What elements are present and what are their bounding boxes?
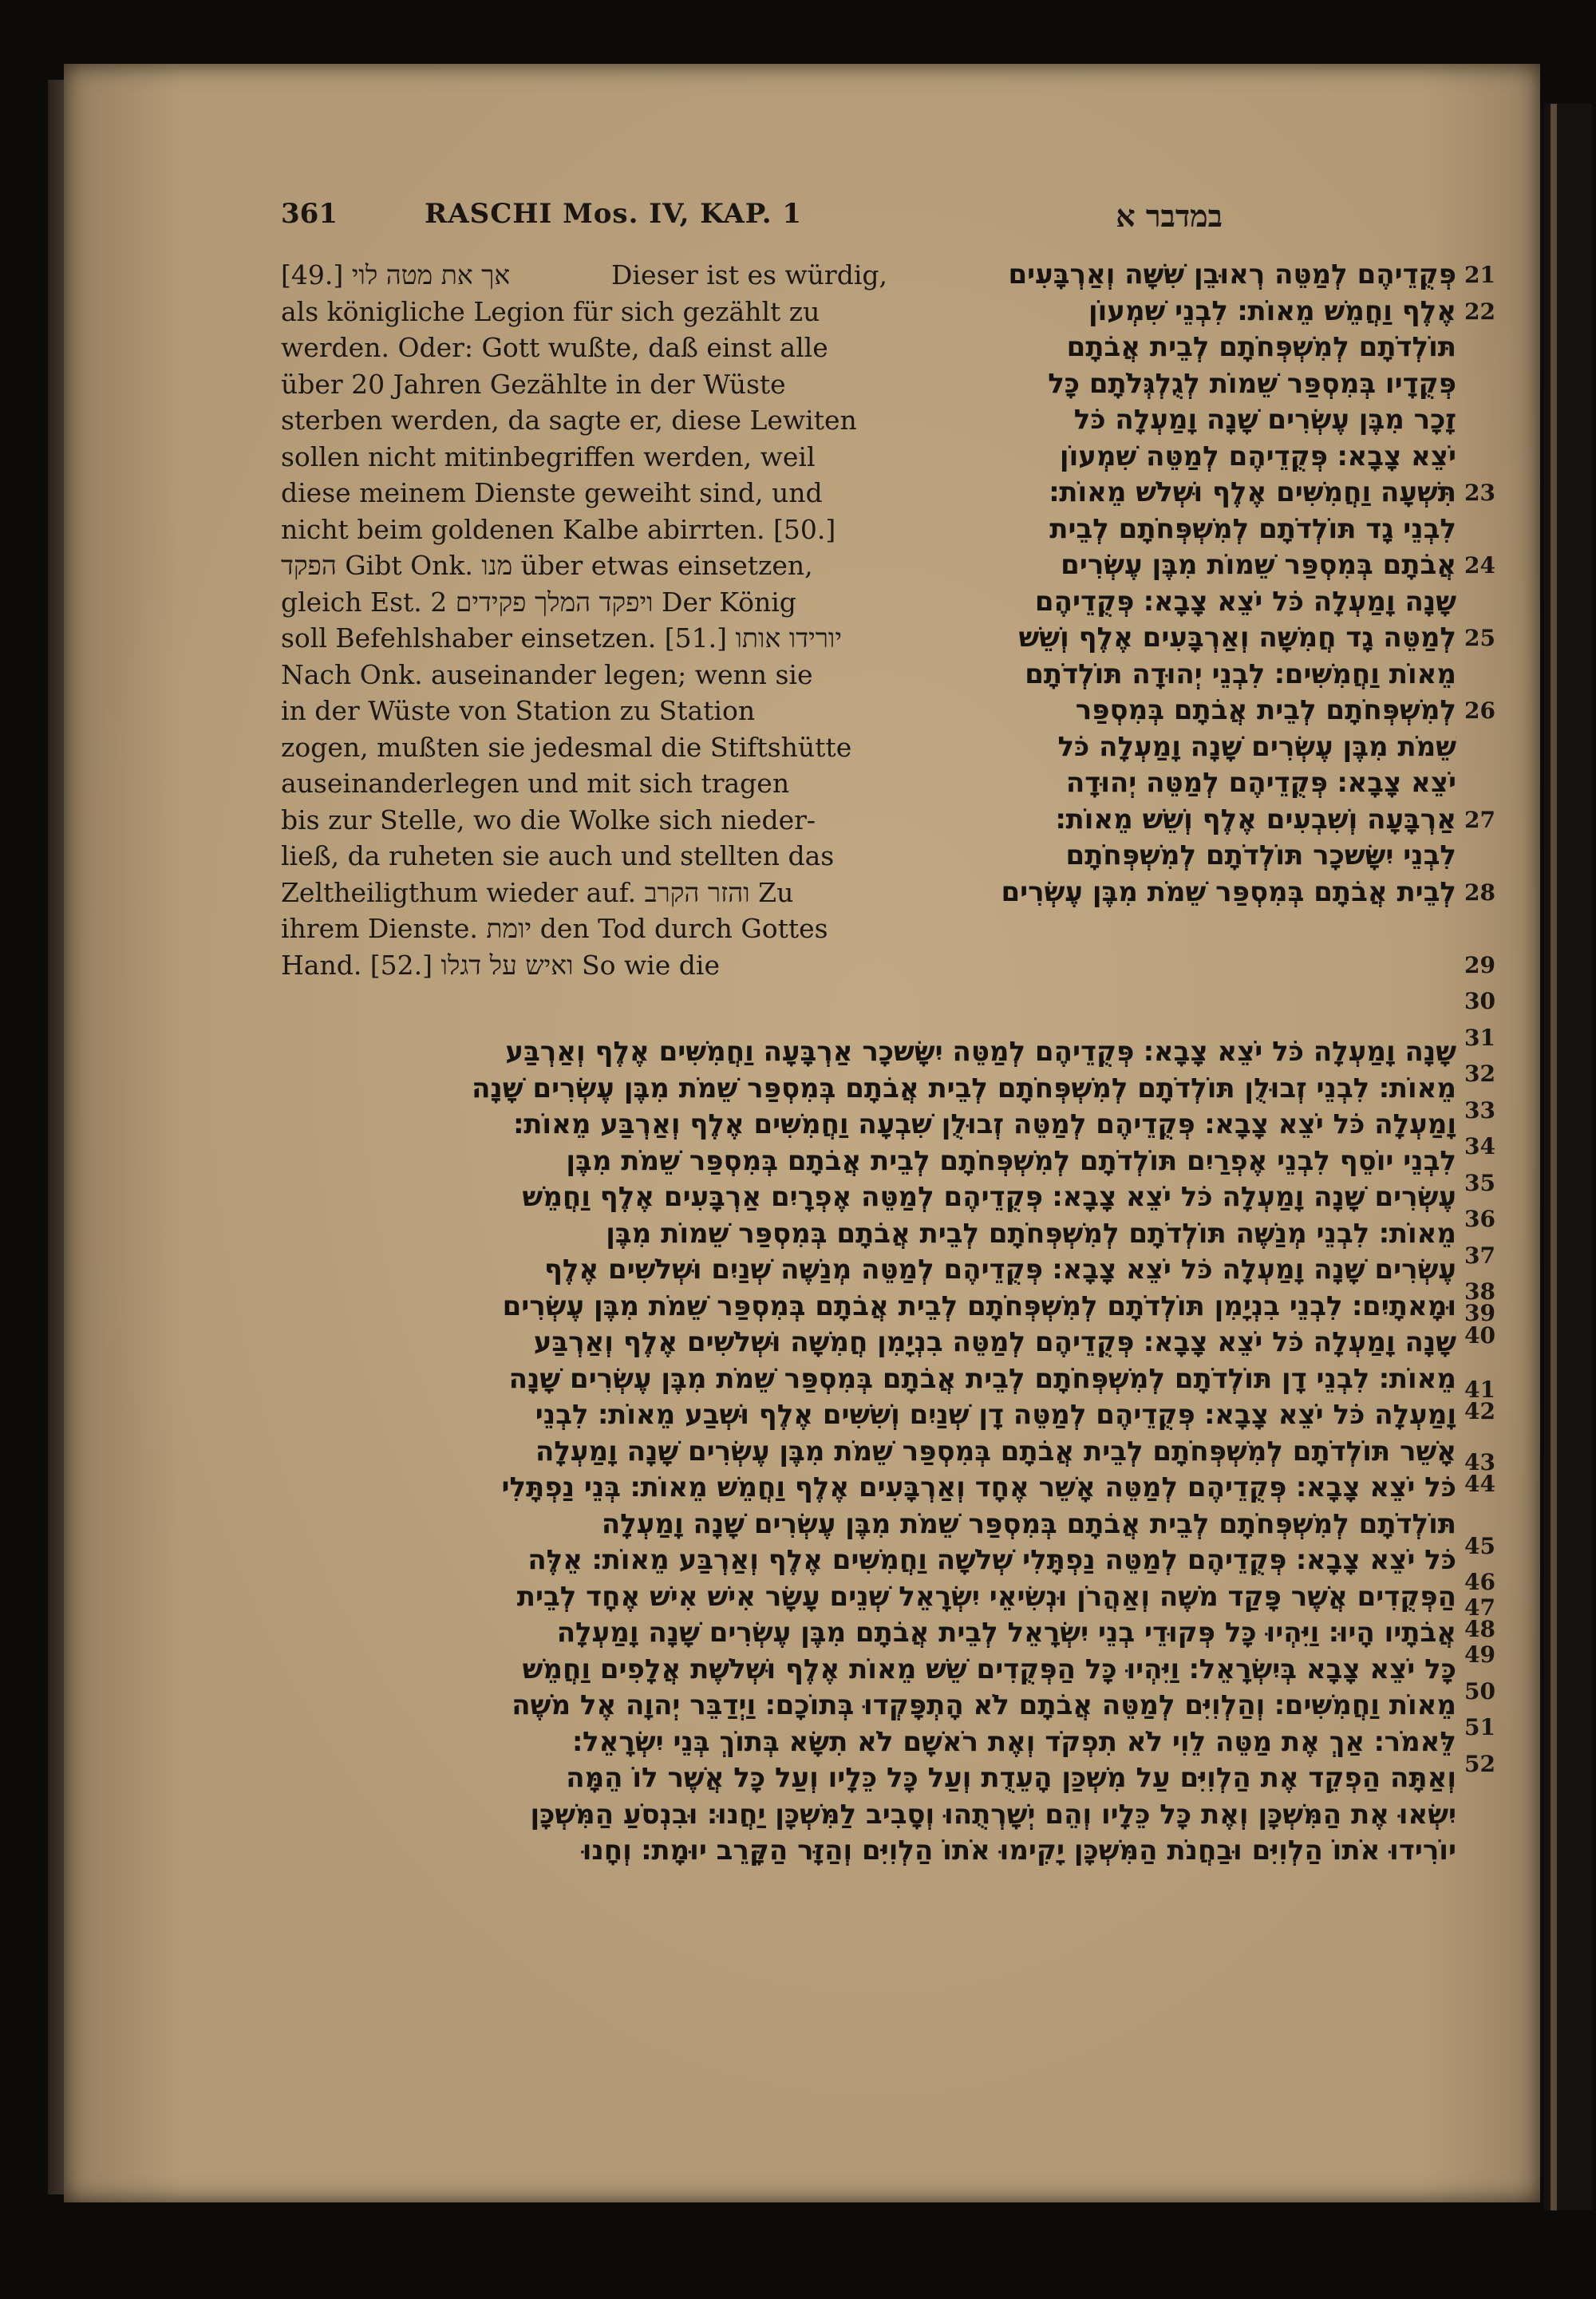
hebrew-text: מֵאוֹת וַחֲמִשִּׁים׃ לִבְנֵי יְהוּדָה תּוֹלְדֹתָם [1025, 658, 1456, 690]
hebrew-text: לִבְנֵי גָד תּוֹלְדֹתָם לְמִשְׁפְּחֹתָם לְבֵית [1049, 512, 1456, 545]
commentary-line [281, 294, 887, 330]
verse-line [898, 366, 1456, 403]
commentary-line [281, 657, 887, 693]
verse-line [281, 1144, 1456, 1180]
verse-line [281, 1833, 1456, 1870]
verse-line [281, 1179, 1456, 1216]
verse-line [281, 1325, 1456, 1361]
verse-number: 35 [1464, 1169, 1495, 1196]
verse-number: 39 [1464, 1300, 1495, 1327]
verse-number: 33 [1464, 1096, 1495, 1124]
verse-number: 50 [1464, 1677, 1495, 1704]
commentary-text: sterben werden, da sagte er, diese Lewiten [281, 405, 857, 436]
rashi-commentary [281, 257, 887, 983]
verse-line [281, 1579, 1456, 1616]
verse-line [281, 1252, 1456, 1289]
hebrew-title: במדבר א [1116, 198, 1223, 234]
verse-line [898, 584, 1456, 621]
commentary-text: bis zur Stelle, wo die Wolke sich nieder- [281, 804, 816, 835]
hebrew-text: וָמַעְלָה כֹּל יֹצֵא צָבָא׃ פְּקֻדֵיהֶם לְמַטֵּה זְבוּלֻן שִׁבְעָה וַחֲמִשִּׁים אֶלֶף וְאַרְבַּע מֵאוֹת׃ [513, 1108, 1456, 1140]
verse-number: 41 [1464, 1376, 1495, 1403]
verse-line [281, 1724, 1456, 1761]
commentary-text: werden. Oder: Gott wußte, daß einst alle [281, 332, 828, 363]
verse-line [281, 1615, 1456, 1652]
hebrew-text: עֶשְׂרִים שָׁנָה וָמַעְלָה כֹּל יֹצֵא צָבָא׃ פְּקֻדֵיהֶם לְמַטֵּה מְנַשֶּׁה שְׁנַיִם וּשְׁלֹשִׁים אֶלֶף [543, 1254, 1456, 1286]
hebrew-text: שָׁנָה וָמַעְלָה כֹּל יֹצֵא צָבָא׃ פְּקֻדֵיהֶם [1034, 585, 1456, 618]
verse-number: 48 [1464, 1616, 1495, 1643]
hebrew-text: תּוֹלְדֹתָם לְמִשְׁפְּחֹתָם לְבֵית אֲבֹתָם בְּמִסְפַּר שֵׁמֹת מִבֶּן עֶשְׂרִים שָׁנָה וָמַעְלָה [601, 1507, 1456, 1540]
verse-number: 42 [1464, 1398, 1495, 1425]
commentary-line [281, 402, 887, 439]
commentary-line [281, 693, 887, 729]
page-header [281, 198, 1223, 238]
verse-number: 26 [1464, 697, 1495, 724]
hebrew-text: לְמַטֵּה גָד חֲמִשָּׁה וְאַרְבָּעִים אֶלֶף וְשֵׁשׁ [1018, 622, 1456, 654]
verse-number: 22 [1464, 298, 1495, 325]
hebrew-text: לִבְנֵי יִשָּׂשכָר תּוֹלְדֹתָם לְמִשְׁפְּחֹתָם [1065, 839, 1456, 871]
commentary-text: sollen nicht mitinbegriffen werden, weil [281, 440, 816, 472]
verse-number: 23 [1464, 480, 1495, 506]
hebrew-text: הַפְּקֻדִים אֲשֶׁר פָּקַד מֹשֶׁה וְאַהֲרֹן וּנְשִׂיאֵי יִשְׂרָאֵל שְׁנֵים עָשָׂר אִישׁ אִישׁ אֶחָד לְבֵית [516, 1580, 1456, 1613]
verse-number: 37 [1464, 1242, 1495, 1269]
hebrew-text: כָּל יֹצֵא צָבָא בְּיִשְׂרָאֵל׃ וַיִּהְיוּ כָּל הַפְּקֻדִים שֵׁשׁ מֵאוֹת אֶלֶף וּשְׁלֹשֶׁת אֲלָפִים וַחֲמֵשׁ [522, 1653, 1456, 1685]
hebrew-text: אַרְבָּעָה וְשִׁבְעִים אֶלֶף וְשֵׁשׁ מֵאוֹת׃ [1055, 803, 1456, 835]
verse-number: 30 [1464, 988, 1495, 1014]
verse-line [898, 257, 1456, 294]
hebrew-text: מֵאוֹת׃ לִבְנֵי דָן תּוֹלְדֹתָם לְמִשְׁפְּחֹתָם לְבֵית אֲבֹתָם בְּמִסְפַּר שֵׁמֹת מִבֶּן עֶשְׂרִים שָׁנָה [508, 1362, 1456, 1395]
verse-number: 45 [1464, 1532, 1495, 1559]
verse-number: 29 [1464, 951, 1495, 978]
commentary-text: in der Wüste von Station zu Station [281, 695, 756, 726]
commentary-line [281, 475, 887, 512]
commentary-line [281, 257, 887, 294]
hebrew-text: כֹּל יֹצֵא צָבָא׃ פְּקֻדֵיהֶם לְמַטֵּה נַפְתָּלִי שְׁלֹשָׁה וַחֲמִשִּׁים אֶלֶף וְאַרְבַּע מֵאוֹת׃ אֵלֶּה [527, 1544, 1456, 1576]
hebrew-text: מֵאוֹת׃ לִבְנֵי מְנַשֶּׁה תּוֹלְדֹתָם לְמִשְׁפְּחֹתָם לְבֵית אֲבֹתָם בְּמִסְפַּר שֵׁמוֹת מִבֶּן [606, 1217, 1456, 1250]
hebrew-verses-column [898, 257, 1456, 911]
commentary-line [281, 366, 887, 403]
verse-number: 52 [1464, 1750, 1495, 1777]
verse-number: 34 [1464, 1133, 1495, 1159]
commentary-text: Zeltheiligthum wieder auf. והזר הקרב Zu [281, 876, 794, 908]
verse-line [281, 1361, 1456, 1398]
verse-number: 38 [1464, 1278, 1495, 1305]
commentary-text: Hand. [52.] ואיש על דגלו So wie die [281, 949, 721, 981]
verse-line [281, 1507, 1456, 1543]
commentary-line [281, 620, 887, 657]
commentary-line [281, 330, 887, 366]
hebrew-text: שֵׁמֹת מִבֶּן עֶשְׂרִים שָׁנָה וָמַעְלָה כֹּל [1057, 730, 1456, 763]
scan-right-border [1544, 104, 1592, 2210]
hebrew-text: כֹּל יֹצֵא צָבָא׃ פְּקֻדֵיהֶם לְמַטֵּה אָשֵׁר אֶחָד וְאַרְבָּעִים אֶלֶף וַחֲמֵשׁ מֵאוֹת׃ בְּנֵי נַפְתָּלִי [501, 1471, 1456, 1503]
verse-number: 28 [1464, 879, 1495, 906]
verse-line [281, 1034, 1456, 1071]
hebrew-text: אֶלֶף וַחֲמֵשׁ מֵאוֹת׃ לִבְנֵי שִׁמְעוֹן [1088, 294, 1456, 327]
commentary-text: auseinanderlegen und mit sich tragen [281, 768, 790, 799]
hebrew-text: אָשֵׁר תּוֹלְדֹתָם לְמִשְׁפְּחֹתָם לְבֵית אֲבֹתָם בְּמִסְפַּר שֵׁמֹת מִבֶּן עֶשְׂרִים שָׁנָה וָמַעְלָה [535, 1435, 1456, 1467]
hebrew-text: לִבְנֵי יוֹסֵף לִבְנֵי אֶפְרַיִם תּוֹלְדֹתָם לְמִשְׁפְּחֹתָם לְבֵית אֲבֹתָם בְּמִסְפַּר שֵׁמֹת מִבֶּן [566, 1144, 1456, 1177]
commentary-text: soll Befehlshaber einsetzen. [51.] יורידו אותו [281, 622, 843, 654]
verse-line [281, 1216, 1456, 1253]
verse-line [898, 729, 1456, 766]
page-edge [1551, 104, 1557, 2210]
commentary-text: הפקד Gibt Onk. מנו über etwas einsetzen, [281, 550, 813, 581]
verse-number: 25 [1464, 625, 1495, 651]
hebrew-text: שָׁנָה וָמַעְלָה כֹּל יֹצֵא צָבָא׃ פְּקֻדֵיהֶם לְמַטֵּה בִנְיָמִן חֲמִשָּׁה וּשְׁלֹשִׁים אֶלֶף וְאַרְבַּע [533, 1326, 1456, 1358]
verse-line [281, 1543, 1456, 1579]
verse-number: 31 [1464, 1024, 1495, 1051]
commentary-text: ließ, da ruheten sie auch und stellten das [281, 840, 835, 871]
hebrew-text: מֵאוֹת׃ לִבְנֵי זְבוּלֻן תּוֹלְדֹתָם לְמִשְׁפְּחֹתָם לְבֵית אֲבֹתָם בְּמִסְפַּר שֵׁמֹת מִבֶּן עֶשְׂרִים שָׁנָה [472, 1072, 1456, 1104]
hebrew-text: יוֹרִידוּ אֹתוֹ הַלְוִיִּם וּבַחֲנֹת הַמִּשְׁכָּן יָקִימוּ אֹתוֹ הַלְוִיִּם וְהַזָּר הַקָּרֵב יוּמָת׃ וְחָנוּ [582, 1835, 1456, 1866]
commentary-text: [49.] אך את מטה לוי [281, 259, 511, 290]
verse-line [898, 512, 1456, 548]
hebrew-text: לֵּאמֹר׃ אַךְ אֶת מַטֵּה לֵוִי לֹא תִפְקֹד וְאֶת רֹאשָׁם לֹא תִשָּׂא בְּתוֹךְ בְּנֵי יִשְׂרָאֵל׃ [572, 1725, 1456, 1758]
verse-line [281, 1797, 1456, 1834]
commentary-text: als königliche Legion für sich gezählt zu [281, 295, 820, 327]
hebrew-text: יֹצֵא צָבָא׃ פְּקֻדֵיהֶם לְמַטֵּה שִׁמְעוֹן [1059, 440, 1456, 472]
verse-number: 51 [1464, 1714, 1495, 1740]
hebrew-text: יֹצֵא צָבָא׃ פְּקֻדֵיהֶם לְמַטֵּה יְהוּדָה [1065, 767, 1456, 799]
verse-number: 27 [1464, 806, 1495, 833]
commentary-text: ihrem Dienste. יומת den Tod durch Gottes [281, 913, 828, 944]
verse-line [898, 547, 1456, 584]
hebrew-text: וְאַתָּה הַפְקֵד אֶת הַלְוִיִּם עַל מִשְׁכַּן הָעֵדֻת וְעַל כָּל כֵּלָיו וְעַל כָּל אֲשֶׁר לוֹ הֵמָּה [566, 1762, 1456, 1794]
commentary-line [281, 947, 887, 984]
hebrew-text: שָׁנָה וָמַעְלָה כֹּל יֹצֵא צָבָא׃ פְּקֻדֵיהֶם לְמַטֵּה יִשָּׂשכָר אַרְבָּעָה וַחֲמִשִּׁים אֶלֶף וְאַרְבַּע [505, 1036, 1456, 1068]
hebrew-text: וָמַעְלָה כֹּל יֹצֵא צָבָא׃ פְּקֻדֵיהֶם לְמַטֵּה דָן שְׁנַיִם וְשִׁשִּׁים אֶלֶף וּשְׁבַע מֵאוֹת׃ לִבְנֵי [535, 1399, 1456, 1431]
verse-number: 36 [1464, 1206, 1495, 1232]
verse-line [898, 439, 1456, 476]
commentary-line [281, 875, 887, 911]
hebrew-text: עֶשְׂרִים שָׁנָה וָמַעְלָה כֹּל יֹצֵא צָבָא׃ פְּקֻדֵיהֶם לְמַטֵּה אֶפְרָיִם אַרְבָּעִים אֶלֶף וַחֲמֵשׁ [522, 1181, 1456, 1213]
verse-line [281, 1397, 1456, 1434]
commentary-text: Nach Onk. auseinander legen; wenn sie [281, 658, 813, 690]
commentary-text: gleich Est. 2 ויפקד המלך פקידים Der König [281, 586, 796, 618]
commentary-text: zogen, mußten sie jedesmal die Stiftshütte [281, 731, 852, 763]
verse-line [281, 1289, 1456, 1325]
verse-number: 44 [1464, 1471, 1495, 1498]
hebrew-text: לְבֵית אֲבֹתָם בְּמִסְפַּר שֵׁמֹת מִבֶּן עֶשְׂרִים [1001, 875, 1456, 908]
hebrew-verses-full-width [281, 1034, 1456, 1870]
verse-number: 24 [1464, 552, 1495, 579]
commentary-line [281, 838, 887, 875]
verse-line [898, 802, 1456, 839]
commentary-line [281, 512, 887, 548]
commentary-line [281, 911, 887, 947]
hebrew-text: פְּקֻדֵיהֶם לְמַטֵּה רְאוּבֵן שִׁשָּׁה וְאַרְבָּעִים [1008, 259, 1456, 290]
hebrew-text: וּמָאתָיִם׃ לִבְנֵי בִנְיָמִן תּוֹלְדֹתָם לְמִשְׁפְּחֹתָם לְבֵית אֲבֹתָם בְּמִסְפַּר שֵׁמֹת מִבֶּן עֶשְׂרִים [502, 1290, 1456, 1322]
hebrew-text: לְמִשְׁפְּחֹתָם לְבֵית אֲבֹתָם בְּמִסְפַּר [1075, 694, 1456, 726]
running-title: RASCHI Mos. IV, KAP. 1 [425, 198, 803, 230]
verse-number: 43 [1464, 1448, 1495, 1475]
verse-number: 49 [1464, 1641, 1495, 1668]
verse-line [898, 330, 1456, 366]
verse-line [898, 657, 1456, 693]
verse-line [281, 1107, 1456, 1144]
verse-line [898, 475, 1456, 512]
commentary-line [281, 547, 887, 584]
verse-line [898, 838, 1456, 875]
verse-line [898, 620, 1456, 657]
hebrew-text: מֵאוֹת וַחֲמִשִּׁים׃ וְהַלְוִיִּם לְמַטֵּה אֲבֹתָם לֹא הָתְפָּקְדוּ בְּתוֹכָם׃ וַיְדַבֵּר יְהוָה אֶל מֹשֶׁה [512, 1689, 1456, 1721]
commentary-text: Dieser ist es würdig, [610, 259, 887, 290]
hebrew-text: פְּקֻדָיו בְּמִסְפַּר שֵׁמוֹת לְגֻלְגְּלֹתָם כָּל [1048, 367, 1456, 400]
verse-line [281, 1434, 1456, 1471]
page-number: 361 [281, 198, 338, 230]
verse-line [281, 1470, 1456, 1507]
verse-line [898, 693, 1456, 729]
commentary-line [281, 584, 887, 621]
verse-line [898, 402, 1456, 439]
hebrew-text: אֲבֹתָיו הָיוּ׃ וַיִּהְיוּ כָּל פְּקוּדֵי בְנֵי יִשְׂרָאֵל לְבֵית אֲבֹתָם מִבֶּן עֶשְׂרִים שָׁנָה וָמַעְלָה [556, 1617, 1456, 1649]
verse-line [898, 875, 1456, 911]
hebrew-text: אֲבֹתָם בְּמִסְפַּר שֵׁמוֹת מִבֶּן עֶשְׂרִים [1061, 549, 1456, 581]
hebrew-text: תּוֹלְדֹתָם לְמִשְׁפְּחֹתָם לְבֵית אֲבֹתָם [1066, 331, 1456, 363]
verse-line [898, 294, 1456, 330]
verse-line [281, 1652, 1456, 1689]
commentary-text: über 20 Jahren Gezählte in der Wüste [281, 368, 786, 400]
commentary-line [281, 729, 887, 766]
verse-line [281, 1688, 1456, 1724]
hebrew-text: תִּשְׁעָה וַחֲמִשִּׁים אֶלֶף וּשְׁלֹשׁ מֵאוֹת׃ [1049, 476, 1456, 508]
verse-number: 40 [1464, 1321, 1495, 1349]
commentary-line [281, 802, 887, 839]
verse-line [281, 1071, 1456, 1108]
commentary-line [281, 765, 887, 802]
hebrew-text: יִשְׂאוּ אֶת הַמִּשְׁכָּן וְאֶת כָּל כֵּלָיו וְהֵם יְשָׁרְתֻהוּ וְסָבִיב לַמִּשְׁכָּן יַחֲנוּ׃ וּבִנְסֹעַ הַמִּשְׁכָּן [530, 1798, 1456, 1831]
commentary-text: nicht beim goldenen Kalbe abirrten. [50.] [281, 513, 836, 545]
hebrew-text: זָכָר מִבֶּן עֶשְׂרִים שָׁנָה וָמַעְלָה כֹּל [1073, 404, 1456, 436]
verse-number: 21 [1464, 262, 1495, 288]
verse-line [281, 1760, 1456, 1797]
commentary-text: diese meinem Dienste geweiht sind, und [281, 477, 823, 508]
verse-number: 32 [1464, 1061, 1495, 1087]
commentary-line [281, 439, 887, 476]
verse-number: 46 [1464, 1569, 1495, 1595]
verse-number: 47 [1464, 1594, 1495, 1621]
verse-line [898, 765, 1456, 802]
